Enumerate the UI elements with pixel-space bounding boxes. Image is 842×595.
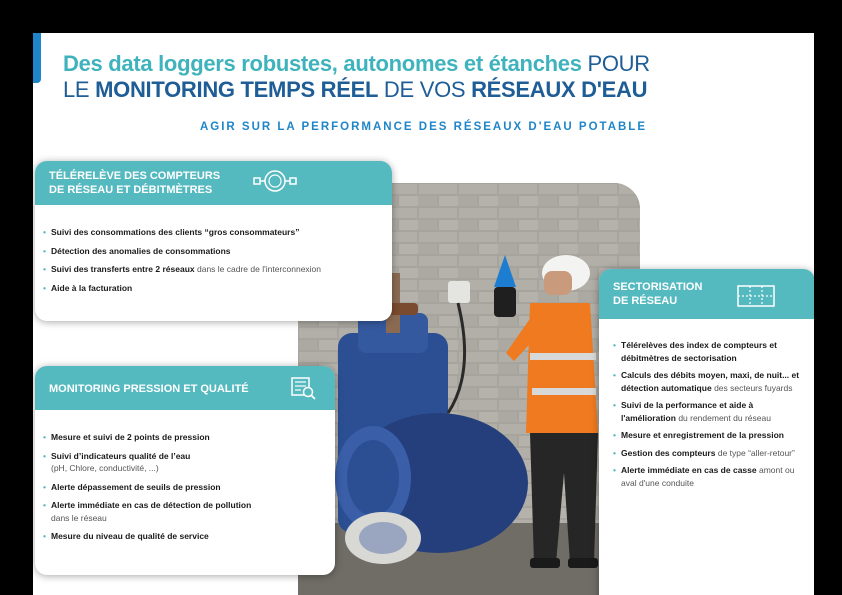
card-sectorisation <box>599 269 814 595</box>
list-item: • Alerte immédiate en cas de casse amont ou aval d'une conduite <box>613 464 807 489</box>
list-item: • Suivi d’indicateurs qualité de l’eau (pH, Chlore, conductivité, ...) <box>43 450 325 475</box>
list-item: • Calculs des débits moyen, maxi, de nuit... et détection automatique des secteurs fuyards <box>613 369 807 394</box>
list-item: • Suivi des consommations des clients “gros consommateurs” <box>43 226 382 239</box>
card-monitoring-list <box>35 410 335 543</box>
network-sectors-icon <box>737 285 775 307</box>
card-sectorisation-title-line2: DE RÉSEAU <box>613 295 678 307</box>
brochure-page <box>33 33 814 595</box>
list-item: • Alerte dépassement de seuils de pression <box>43 481 325 494</box>
water-meter-icon <box>253 169 297 193</box>
page-title <box>63 51 813 103</box>
title-part-1: Des data loggers robustes, autonomes et étanches <box>63 51 582 76</box>
list-item: • Télérelèves des index de compteurs et débitmètres de sectorisation <box>613 339 807 364</box>
title-part-3: LE <box>63 77 90 102</box>
title-part-5: DE VOS <box>383 77 466 102</box>
card-telereleve-header <box>35 161 392 205</box>
card-sectorisation-list <box>599 319 814 489</box>
card-sectorisation-header <box>599 269 814 319</box>
card-telereleve-list <box>35 205 392 294</box>
list-item: • Mesure et enregistrement de la pression <box>613 429 807 442</box>
list-item: • Gestion des compteurs de type “aller-retour” <box>613 447 807 460</box>
list-item: • Alerte immédiate en cas de détection de pollution dans le réseau <box>43 499 325 524</box>
card-telereleve-title-line2: DE RÉSEAU ET DÉBITMÈTRES <box>49 184 213 196</box>
list-item: • Suivi des transferts entre 2 réseaux dans le cadre de l'interconnexion <box>43 263 382 276</box>
title-part-6: RÉSEAUX D'EAU <box>471 77 648 102</box>
title-part-4: MONITORING TEMPS RÉEL <box>95 77 379 102</box>
list-item: • Mesure du niveau de qualité de service <box>43 530 325 543</box>
card-monitoring-title: MONITORING PRESSION ET QUALITÉ <box>49 383 249 395</box>
card-sectorisation-title-line1: SECTORISATION <box>613 281 703 293</box>
page-subtitle: AGIR SUR LA PERFORMANCE DES RÉSEAUX D'EAU POTABLE <box>199 121 648 133</box>
card-telereleve-title-line1: TÉLÉRELÈVE DES COMPTEURS <box>49 170 221 182</box>
title-part-2: POUR <box>587 51 650 76</box>
list-item: • Détection des anomalies de consommations <box>43 245 382 258</box>
card-telereleve <box>35 161 392 321</box>
list-item: • Suivi de la performance et aide à l'amélioration du rendement du réseau <box>613 399 807 424</box>
card-monitoring <box>35 366 335 575</box>
accent-bar <box>33 33 41 83</box>
quality-search-icon <box>291 376 317 400</box>
list-item: • Aide à la facturation <box>43 282 382 295</box>
list-item: • Mesure et suivi de 2 points de pression <box>43 431 325 444</box>
card-monitoring-header <box>35 366 335 410</box>
